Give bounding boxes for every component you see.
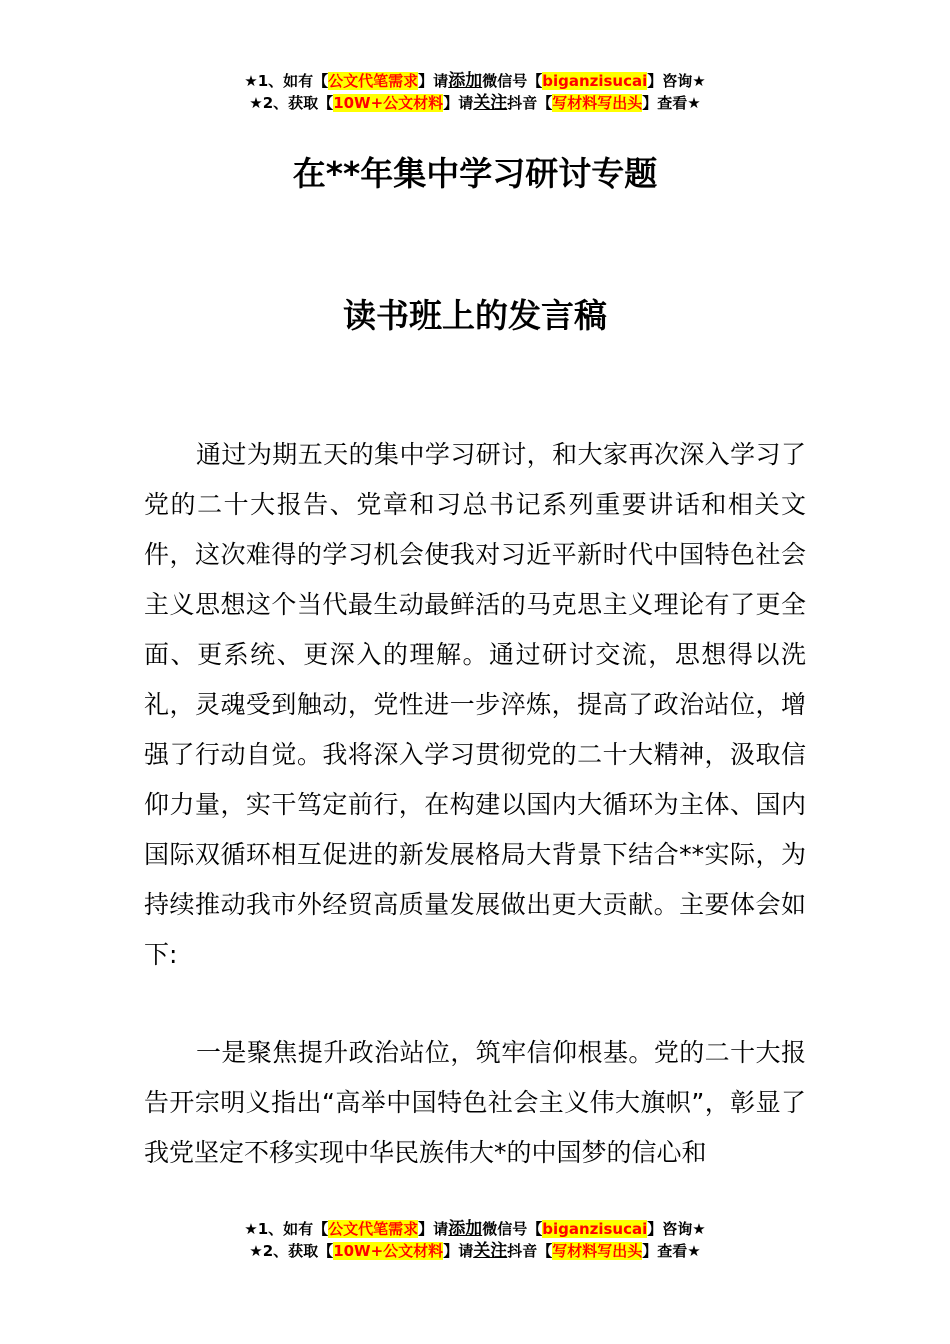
promo-line-2: ★2、获取【10W+公文材料】请关注抖音【写材料写出头】查看★	[249, 93, 701, 113]
body-paragraph-2: 一是聚焦提升政治站位，筑牢信仰根基。党的二十大报告开宗明义指出“高举中国特色社会主义伟大旗帜”，彰显了我党坚定不移实现中华民族伟大*的中国梦的信心和	[144, 1038, 806, 1167]
promo-highlight: 公文代笔需求	[328, 1220, 419, 1238]
promo-underline: 关注	[473, 1241, 508, 1261]
promo-underline: 关注	[473, 93, 508, 113]
promo-highlight: 10W+公文材料	[333, 1242, 444, 1260]
footer-promo-banner	[0, 1218, 950, 1262]
promo-underline: 添加	[448, 71, 483, 91]
promo-underline: 添加	[448, 1219, 483, 1239]
promo-line-1: ★1、如有【公文代笔需求】请添加微信号【biganzisucai】咨询★	[244, 71, 706, 91]
document-title-line-1: 在**年集中学习研讨专题	[292, 154, 658, 193]
promo-wechat-id: biganzisucai	[542, 72, 648, 90]
header-promo-banner	[0, 70, 950, 114]
document-title-line-2: 读书班上的发言稿	[343, 296, 607, 335]
promo-highlight: 10W+公文材料	[333, 94, 444, 112]
promo-wechat-id: biganzisucai	[542, 1220, 648, 1238]
promo-highlight: 公文代笔需求	[328, 72, 419, 90]
promo-douyin-account: 写材料写出头	[552, 94, 643, 112]
body-paragraph-1: 通过为期五天的集中学习研讨，和大家再次深入学习了党的二十大报告、党章和习总书记系列重要讲话和相关文件，这次难得的学习机会使我对习近平新时代中国特色社会主义思想这个当代最生动最鲜活的马克思主义理论有了更全面、更系统、更深入的理解。通过研讨交流，思想得以洗礼，灵魂受到触动，党性进一步淬炼，提高了政治站位，增强了行动自觉。我将深入学习贯彻党的二十大精神，汲取信仰力量，实干笃定前行，在构建以国内大循环为主体、国内国际双循环相互促进的新发展格局大背景下结合**实际，为持续推动我市外经贸高质量发展做出更大贡献。主要体会如下:	[144, 440, 806, 969]
promo-douyin-account: 写材料写出头	[552, 1242, 643, 1260]
promo-line-1: ★1、如有【公文代笔需求】请添加微信号【biganzisucai】咨询★	[244, 1219, 706, 1239]
promo-line-2: ★2、获取【10W+公文材料】请关注抖音【写材料写出头】查看★	[249, 1241, 701, 1261]
